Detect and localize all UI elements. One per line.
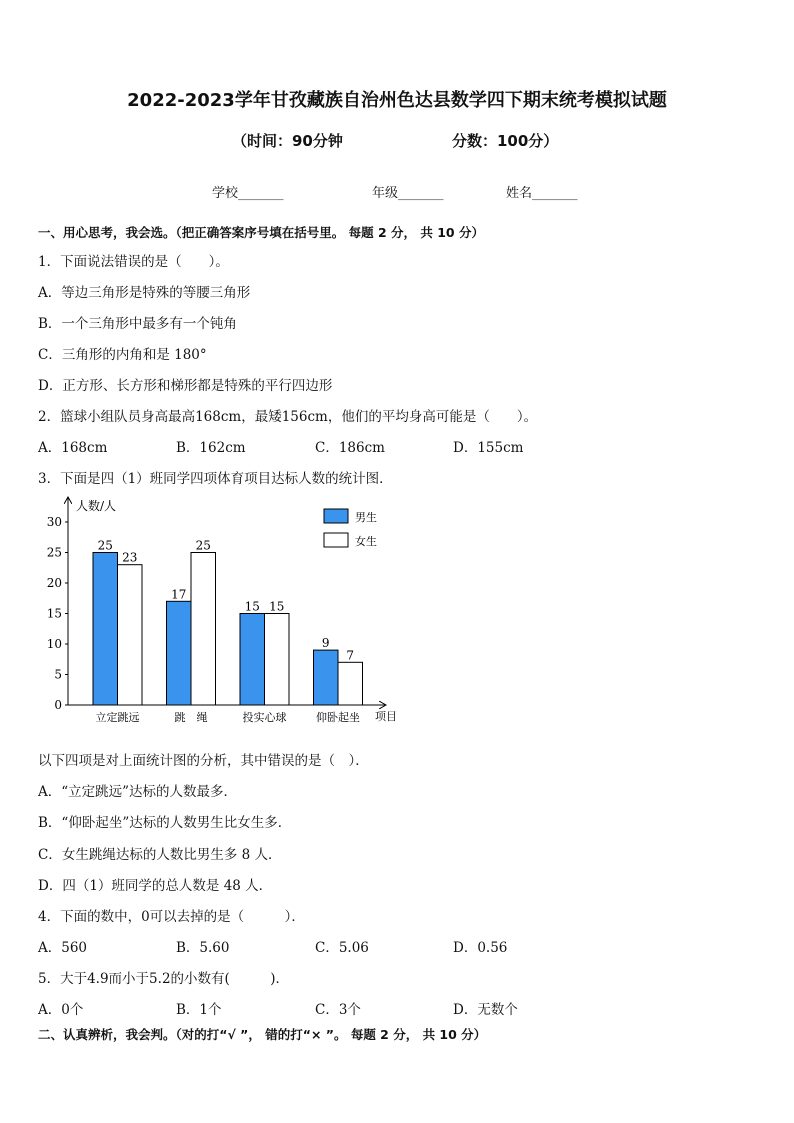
exam-time: （时间：90分钟 — [232, 132, 343, 150]
bar-boys — [93, 553, 118, 706]
x-tick-label: 投实心球 — [242, 711, 287, 724]
q3-option-c: C．女生跳绳达标的人数比男生多 8 人． — [38, 847, 282, 863]
x-tick-label: 仰卧起坐 — [316, 711, 360, 724]
section2-heading: 二、认真辨析，我会判。（对的打“√ ”， 错的打“× ”。 每题 2 分， 共 10 分） — [38, 1027, 487, 1042]
grade-field: 年级_______ — [372, 186, 444, 201]
y-tick-label: 5 — [54, 667, 62, 682]
q2-option-c: C．186cm — [315, 440, 385, 456]
exam-score: 分数：100分） — [452, 132, 559, 150]
bar-chart — [30, 490, 420, 735]
bar-boys — [240, 614, 265, 706]
bar-girls — [265, 614, 290, 706]
bar-girls — [338, 662, 363, 705]
bar-boys — [167, 601, 192, 705]
x-tick-label: 跳 绳 — [174, 711, 208, 724]
q4-stem: 4．下面的数中，0可以去掉的是（ ）． — [38, 909, 305, 925]
q1-option-d: D．正方形、长方形和梯形都是特殊的平行四边形 — [38, 378, 333, 394]
y-tick-label: 20 — [46, 576, 62, 590]
bar-boys — [314, 650, 339, 705]
bar-value-label: 7 — [346, 648, 355, 663]
q1-option-b: B．一个三角形中最多有一个钝角 — [38, 316, 237, 332]
bar-value-label: 25 — [195, 538, 211, 553]
q5-option-b: B．1个 — [176, 1002, 222, 1018]
q2-option-b: B．162cm — [176, 440, 246, 456]
legend-swatch-boys — [324, 509, 348, 523]
q5-option-c: C．3个 — [315, 1002, 361, 1018]
bar-value-label: 23 — [122, 550, 138, 565]
q4-option-d: D．0.56 — [453, 940, 508, 956]
y-tick-label: 30 — [46, 515, 62, 529]
q5-stem: 5．大于4.9而小于5.2的小数有( )． — [38, 971, 290, 987]
section1-heading: 一、用心思考，我会选。（把正确答案序号填在括号里。 每题 2 分， 共 10 分） — [38, 225, 484, 240]
page-title: 2022-2023学年甘孜藏族自治州色达县数学四下期末统考模拟试题 — [127, 90, 667, 111]
x-axis-label: 项目 — [375, 710, 397, 723]
bar-girls — [118, 565, 143, 705]
q2-stem: 2．篮球小组队员身高最高168cm，最矮156cm，他们的平均身高可能是（ ）。 — [38, 409, 538, 425]
name-field: 姓名_______ — [506, 186, 578, 201]
y-tick-label: 15 — [46, 606, 62, 621]
q3-question: 以下四项是对上面统计图的分析，其中错误的是（ ）． — [38, 753, 369, 769]
q1-option-a: A．等边三角形是特殊的等腰三角形 — [38, 285, 251, 301]
y-tick-label: 0 — [54, 698, 62, 712]
q3-stem: 3．下面是四（1）班同学四项体育项目达标人数的统计图． — [38, 471, 393, 487]
q5-option-a: A．0个 — [38, 1002, 84, 1018]
q4-option-c: C．5.06 — [315, 940, 369, 956]
q5-option-d: D．无数个 — [453, 1002, 518, 1018]
bar-value-label: 9 — [321, 636, 330, 651]
q3-option-a: A．“立定跳远”达标的人数最多． — [38, 784, 238, 800]
y-tick-label: 10 — [46, 637, 62, 651]
bar-value-label: 15 — [269, 599, 285, 614]
q3-option-b: B．“仰卧起坐”达标的人数男生比女生多． — [38, 815, 292, 831]
legend-label: 女生 — [355, 535, 377, 548]
bar-value-label: 15 — [244, 599, 260, 614]
y-tick-label: 25 — [46, 545, 62, 560]
q4-option-b: B．5.60 — [176, 940, 230, 956]
x-tick-label: 立定跳远 — [95, 711, 140, 724]
legend-label: 男生 — [355, 511, 377, 524]
q2-option-d: D．155cm — [453, 440, 524, 456]
q3-option-d: D．四（1）班同学的总人数是 48 人． — [38, 878, 273, 894]
q1-stem: 1．下面说法错误的是（ ）。 — [38, 254, 229, 270]
q1-option-c: C．三角形的内角和是 180° — [38, 347, 207, 363]
legend-swatch-girls — [324, 533, 348, 547]
school-field: 学校_______ — [212, 186, 284, 201]
q2-option-a: A．168cm — [38, 440, 108, 456]
bar-value-label: 25 — [97, 538, 113, 553]
y-axis-label: 人数/人 — [76, 499, 117, 513]
bar-girls — [191, 553, 216, 706]
bar-value-label: 17 — [171, 587, 187, 602]
q4-option-a: A．560 — [38, 940, 88, 956]
